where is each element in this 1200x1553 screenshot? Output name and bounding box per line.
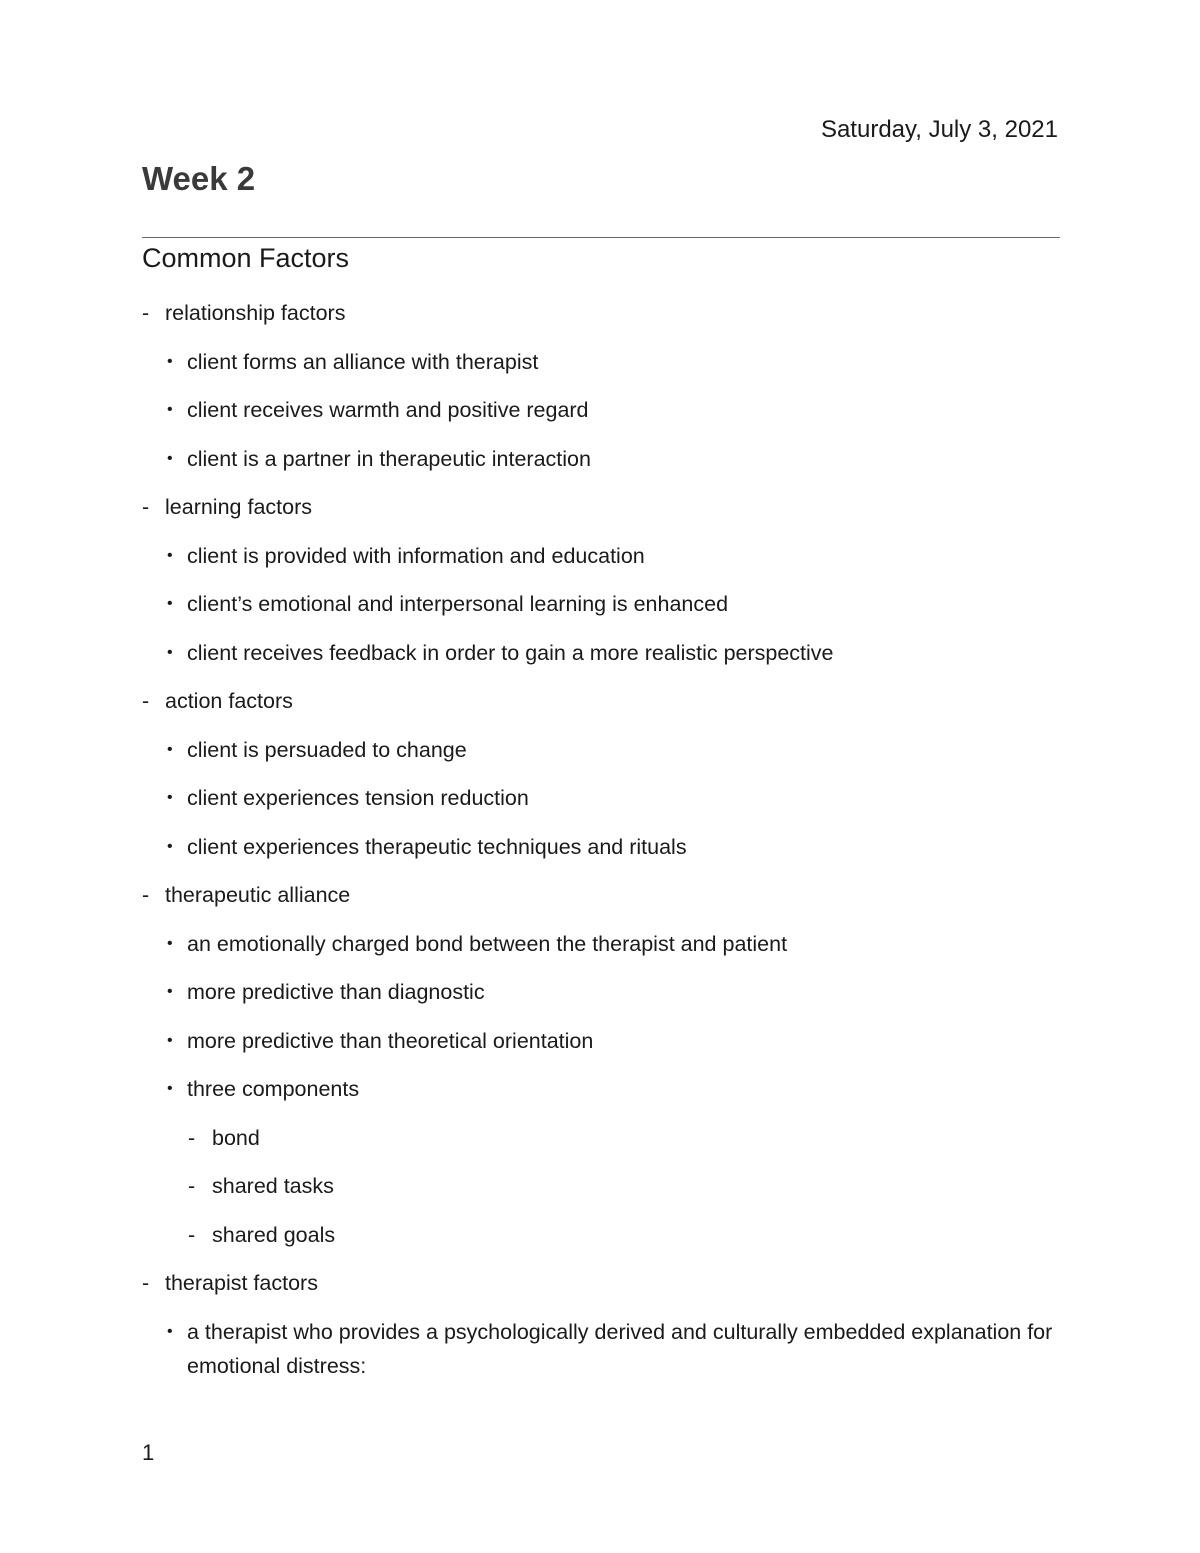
bullet-marker: • [167, 595, 173, 612]
outline-item-text: relationship factors [165, 301, 346, 325]
bullet-marker: • [167, 449, 173, 467]
outline-item-text: client receives warmth and positive regard [187, 398, 589, 422]
bullet-marker: • [167, 352, 173, 370]
outline-item-text: three components [187, 1077, 360, 1101]
outline-item-text: bond [212, 1125, 260, 1150]
dash-marker: - [188, 1125, 196, 1150]
bullet-marker: • [167, 1080, 173, 1097]
outline-item-text: more predictive than theoretical orientation [187, 1028, 594, 1053]
bullet-marker: • [167, 934, 173, 952]
page-title: Week 2 [142, 160, 256, 197]
dash-marker: - [188, 1174, 196, 1198]
outline-item [142, 393, 1060, 427]
outline-item-text: client is persuaded to change [187, 737, 467, 762]
bullet-marker: • [167, 740, 173, 758]
outline-item [142, 1121, 1060, 1155]
title-divider [142, 237, 1060, 238]
outline-item-text: client is a partner in therapeutic interaction [187, 446, 591, 471]
outline-item-text: a therapist who provides a psychologically derived and culturally embedded explanation for emotional distress: [187, 1319, 1053, 1378]
outline-item-text: shared goals [212, 1222, 336, 1247]
outline-item [142, 1169, 1060, 1203]
bullet-marker: • [167, 1031, 173, 1049]
dash-marker: - [142, 883, 150, 907]
outline-item [142, 345, 1060, 379]
section-heading: Common Factors [142, 243, 350, 273]
dash-marker: - [142, 1271, 150, 1295]
outline-item [142, 1266, 1060, 1300]
outline-item [142, 733, 1060, 767]
outline-item-text: client receives feedback in order to gain a more realistic perspective [187, 640, 834, 665]
outline-item-text: client’s emotional and interpersonal learning is enhanced [187, 592, 729, 616]
outline-item-text: learning factors [165, 495, 312, 519]
outline-item [142, 539, 1060, 573]
bullet-marker: • [167, 546, 173, 564]
page-number: 1 [142, 1440, 155, 1465]
outline-item [142, 1218, 1060, 1252]
dash-marker: - [142, 495, 150, 519]
bullet-marker: • [167, 789, 173, 806]
bullet-marker: • [167, 1322, 173, 1340]
outline-item [142, 830, 1060, 864]
dash-marker: - [142, 301, 150, 325]
bullet-marker: • [167, 837, 173, 855]
outline-item-text: client is provided with information and education [187, 543, 645, 568]
document-date: Saturday, July 3, 2021 [820, 116, 1058, 143]
outline-item [142, 296, 1060, 330]
outline-item-text: therapist factors [165, 1271, 318, 1295]
outline-item [142, 781, 1060, 815]
outline-item [142, 975, 1060, 1009]
outline-item [142, 490, 1060, 524]
outline-item-text: client experiences therapeutic techniques and rituals [187, 834, 687, 859]
outline-item-text: client experiences tension reduction [187, 786, 529, 810]
outline-item [142, 1072, 1060, 1106]
bullet-marker: • [167, 983, 173, 1000]
outline-item-text: client forms an alliance with therapist [187, 349, 539, 374]
outline-item [142, 684, 1060, 718]
outline-item [142, 636, 1060, 670]
outline-item [142, 1315, 1057, 1383]
outline-item [142, 878, 1060, 912]
outline-item-text: action factors [165, 689, 293, 713]
outline-list [142, 296, 1060, 1397]
dash-marker: - [188, 1222, 196, 1247]
bullet-marker: • [167, 401, 173, 418]
outline-item-text: more predictive than diagnostic [187, 980, 485, 1004]
outline-item-text: an emotionally charged bond between the therapist and patient [187, 931, 788, 956]
outline-item [142, 587, 1060, 621]
outline-item-text: shared tasks [212, 1174, 334, 1198]
outline-item-text: therapeutic alliance [165, 883, 351, 907]
outline-item [142, 442, 1060, 476]
dash-marker: - [142, 689, 150, 713]
outline-item [142, 1024, 1060, 1058]
bullet-marker: • [167, 643, 173, 661]
outline-item [142, 927, 1060, 961]
